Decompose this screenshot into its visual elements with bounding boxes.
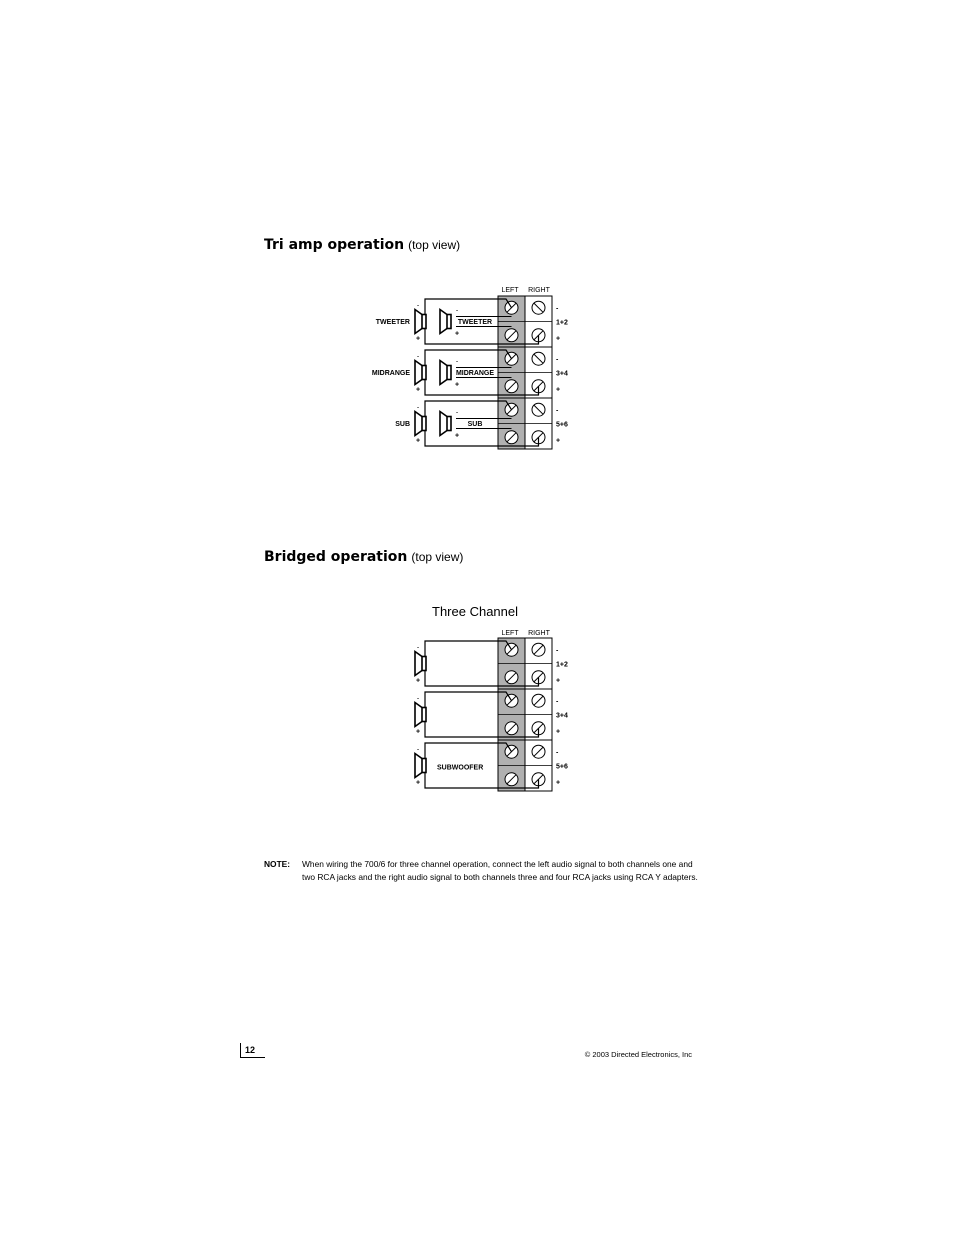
inner-minus-label: - <box>455 307 459 315</box>
channel-minus-label: - <box>556 647 559 655</box>
terminal-screw-icon <box>505 722 518 735</box>
channel-plus-label: + <box>556 386 561 394</box>
left-column-header: LEFT <box>501 630 519 637</box>
speaker-name-label: TWEETER <box>375 319 410 326</box>
inner-minus-label: - <box>455 409 459 417</box>
speaker-minus-label: - <box>416 695 420 703</box>
tri-amp-subtitle: (top view) <box>408 238 461 252</box>
speaker-plus-label: + <box>415 677 421 685</box>
left-column-header: LEFT <box>501 287 519 294</box>
speaker-minus-label: - <box>416 644 420 652</box>
speaker-name-label: MIDRANGE <box>371 370 410 377</box>
channel-label: 3+4 <box>556 712 568 720</box>
speaker-icon <box>415 412 426 436</box>
speaker-minus-label: - <box>416 302 420 310</box>
speaker-plus-label: + <box>415 779 421 787</box>
channel-plus-label: + <box>556 677 561 685</box>
terminal-screw-icon <box>532 301 545 314</box>
bridged-subtitle: (top view) <box>411 550 464 564</box>
speaker-icon <box>415 703 426 727</box>
inner-speaker-label: SUB <box>467 421 483 428</box>
speaker-icon <box>415 652 426 676</box>
terminal-screw-icon <box>532 643 545 656</box>
channel-plus-label: + <box>556 335 561 343</box>
speaker-plus-label: + <box>415 335 421 343</box>
channel-label: 3+4 <box>556 370 568 378</box>
bridged-heading <box>264 549 463 565</box>
inner-speaker-icon <box>440 310 451 334</box>
speaker-minus-label: - <box>416 404 420 412</box>
speaker-minus-label: - <box>416 353 420 361</box>
inner-plus-label: + <box>454 330 460 338</box>
bridged-title: Bridged operation <box>264 549 408 565</box>
channel-minus-label: - <box>556 305 559 313</box>
speaker-plus-label: + <box>415 386 421 394</box>
terminal-screw-icon <box>532 694 545 707</box>
terminal-screw-icon <box>505 352 518 365</box>
speaker-icon <box>415 754 426 778</box>
speaker-icon <box>415 361 426 385</box>
terminal-screw-icon <box>505 431 518 444</box>
speaker-name-label: SUB <box>395 421 410 428</box>
speaker-plus-label: + <box>415 728 421 736</box>
speaker-minus-label: - <box>416 746 420 754</box>
channel-plus-label: + <box>556 779 561 787</box>
channel-label: 5+6 <box>556 421 568 429</box>
terminal-screw-icon <box>505 671 518 684</box>
terminal-screw-icon <box>532 745 545 758</box>
channel-plus-label: + <box>556 728 561 736</box>
page-number: 12 <box>240 1043 265 1058</box>
speaker-plus-label: + <box>415 437 421 445</box>
note-label: NOTE: <box>264 859 291 869</box>
tri-amp-heading <box>264 237 460 253</box>
channel-label: 1+2 <box>556 661 568 669</box>
tri-amp-title: Tri amp operation <box>264 237 405 253</box>
inner-speaker-label: TWEETER <box>457 319 493 326</box>
three-channel-title: Three Channel <box>432 604 518 619</box>
inner-speaker-label: MIDRANGE <box>455 370 495 377</box>
channel-plus-label: + <box>556 437 561 445</box>
copyright-text: © 2003 Directed Electronics, Inc <box>584 1050 692 1059</box>
speaker-name-label: SUBWOOFER <box>437 764 484 772</box>
terminal-screw-icon <box>505 773 518 786</box>
channel-label: 5+6 <box>556 763 568 771</box>
speaker-icon <box>415 310 426 334</box>
note-text: When wiring the 700/6 for three channel operation, connect the left audio signal to both channels one and two RCA jacks and the right audio signal to both channels three and four RCA jacks using RCA Y adapters. <box>302 859 698 882</box>
inner-minus-label: - <box>455 358 459 366</box>
tri-amp-wiring-diagram <box>360 280 600 460</box>
inner-plus-label: + <box>454 381 460 389</box>
terminal-screw-icon <box>532 352 545 365</box>
channel-minus-label: - <box>556 356 559 364</box>
terminal-screw-icon <box>505 329 518 342</box>
right-column-header: RIGHT <box>528 630 550 637</box>
inner-speaker-icon <box>440 412 451 436</box>
channel-label: 1+2 <box>556 319 568 327</box>
bridged-wiring-diagram <box>360 600 600 800</box>
right-column-header: RIGHT <box>528 287 550 294</box>
channel-minus-label: - <box>556 698 559 706</box>
terminal-screw-icon <box>505 380 518 393</box>
inner-plus-label: + <box>454 432 460 440</box>
channel-minus-label: - <box>556 407 559 415</box>
terminal-screw-icon <box>532 403 545 416</box>
channel-minus-label: - <box>556 749 559 757</box>
inner-speaker-icon <box>440 361 451 385</box>
terminal-screw-icon <box>505 301 518 314</box>
